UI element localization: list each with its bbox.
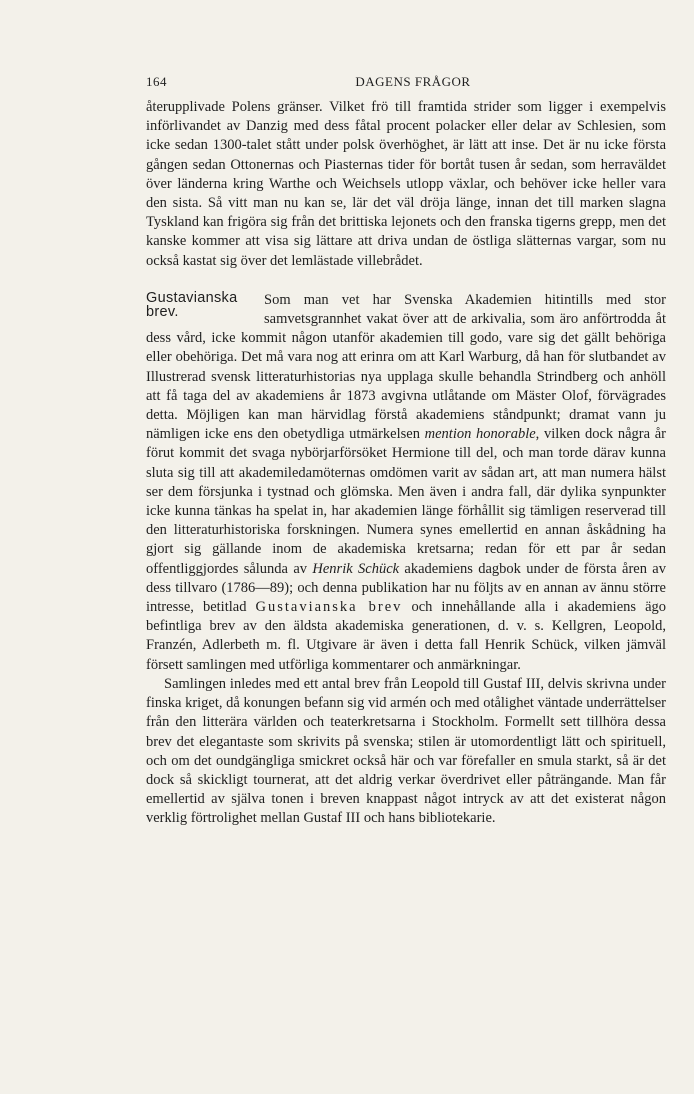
paragraph-text-part-1: Som man vet har Svenska Akademien hitintills med stor samvetsgrannhet vakat över att de arkivalia, som äro anförtrodda åt dess vård, icke kommit någon utanför akademien till godo, vare sig det gällt behöriga eller obehöriga. Det må vara nog att erinra om att Karl Warburg, då han för slutbandet av Illustrerad svensk litteraturhistorias nya upplaga skulle behandla Strindberg och anhöll att få taga del av akademiens år 1873 avgivna utlåtande om Mäster Olof, förvägrades detta. Möjligen kan man härvidlag förstå akademiens ståndpunkt; dramat vann ju nämligen icke ens den obetydliga utmärkelsen	[146, 291, 666, 443]
italic-phrase-mention-honorable: mention honorable	[424, 426, 536, 443]
page-number: 164	[146, 74, 167, 89]
paragraph-gustavianska-brev	[146, 291, 666, 675]
paragraph-samlingen: Samlingen inledes med ett antal brev från Leopold till Gustaf III, delvis skrivna under finska kriget, då konungen befann sig vid armén och med otålighet väntade underrättelser från den litterära världen och teaterkretsarna i Stockholm. Formellt sett tillhöra dessa brev det elegantaste som skrivits på svenska; stilen är utomordentligt lätt och spirituell, och om det oundgängliga smickret också här och var förefaller en smula starkt, så är det dock så skickligt tournerat, att det aldrig verkar överdrivet eller påträngande. Man får emellertid av själva tonen i breven knappast något intryck av att det existerat någon verklig förtrolighet mellan Gustaf III och hans bibliotekarie.	[146, 675, 666, 827]
body-text	[146, 98, 666, 829]
italic-name-henrik-schuck: Henrik Schück	[312, 560, 400, 577]
marginal-heading: Gustavianska brev.	[146, 289, 238, 320]
paragraph-text-part-3: akademiens dagbok under de första åren av dess tillvaro (1786—89); och denna publikation har nu följts av en annan av ännu större intresse, betitlad	[146, 560, 666, 616]
paragraph-polens-granser: återupplivade Polens gränser. Vilket frö till framtida strider som ligger i exempelvis införlivandet av Danzig med dess fåtal procent polacker eller delar av Schlesien, som icke sedan 1300-talet stått under polsk överhöghet, är lätt att inse. Det är nu icke första gången sedan Ottonernas och Piasternas tider för bortåt tusen år sedan, som herraväldet över länderna kring Warthe och Weichsels utlopp växlar, och behöver icke heller vara den sista. Så vitt man nu kan se, lär det väl dröja länge, innan det till marken slagna Tyskland kan frigöra sig från det brittiska lejonets och den franska tigerns grepp, men det kanske kommer att visa sig lättare att driva undan de östliga slätternas vargar, som nu också kastat sig över det lemlästade villebrådet.	[146, 99, 666, 269]
paragraph-text-part-4: och innehållande alla i akademiens ägo befintliga brev av den äldsta akademiska generationen, d. v. s. Kellgren, Leopold, Franzén, Adlerbeth m. fl. Utgivare är även i detta fall Henrik Schück, vilken jämväl försett samlingen med utförliga kommentarer och anmärkningar.	[146, 599, 667, 673]
page-header	[146, 74, 666, 94]
paragraph-text-part-2: , vilken dock några år förut kommit det svaga nybörjarförsöket Hermione till del, och man torde därav kunna sluta sig till att akademiledamöternas omdömen varit av sådan art, att man numera hälst ser dem försjunka i tystnad och glömska. Men även i andra fall, där dylika synpunkter icke kunna tänkas ha spelat in, har akademien länge förhållit sig tämligen reserverad till den litteraturhistoriska forskningen. Numera synes emellertid en annan åskådning ha gjort sig gällande inom de akademiska kretsarna; redan för ett par år sedan offentliggjordes sålunda av	[146, 426, 666, 577]
running-title: DAGENS FRÅGOR	[355, 74, 471, 89]
spaced-title-gustavianska-brev: Gustavianska brev	[255, 599, 403, 616]
